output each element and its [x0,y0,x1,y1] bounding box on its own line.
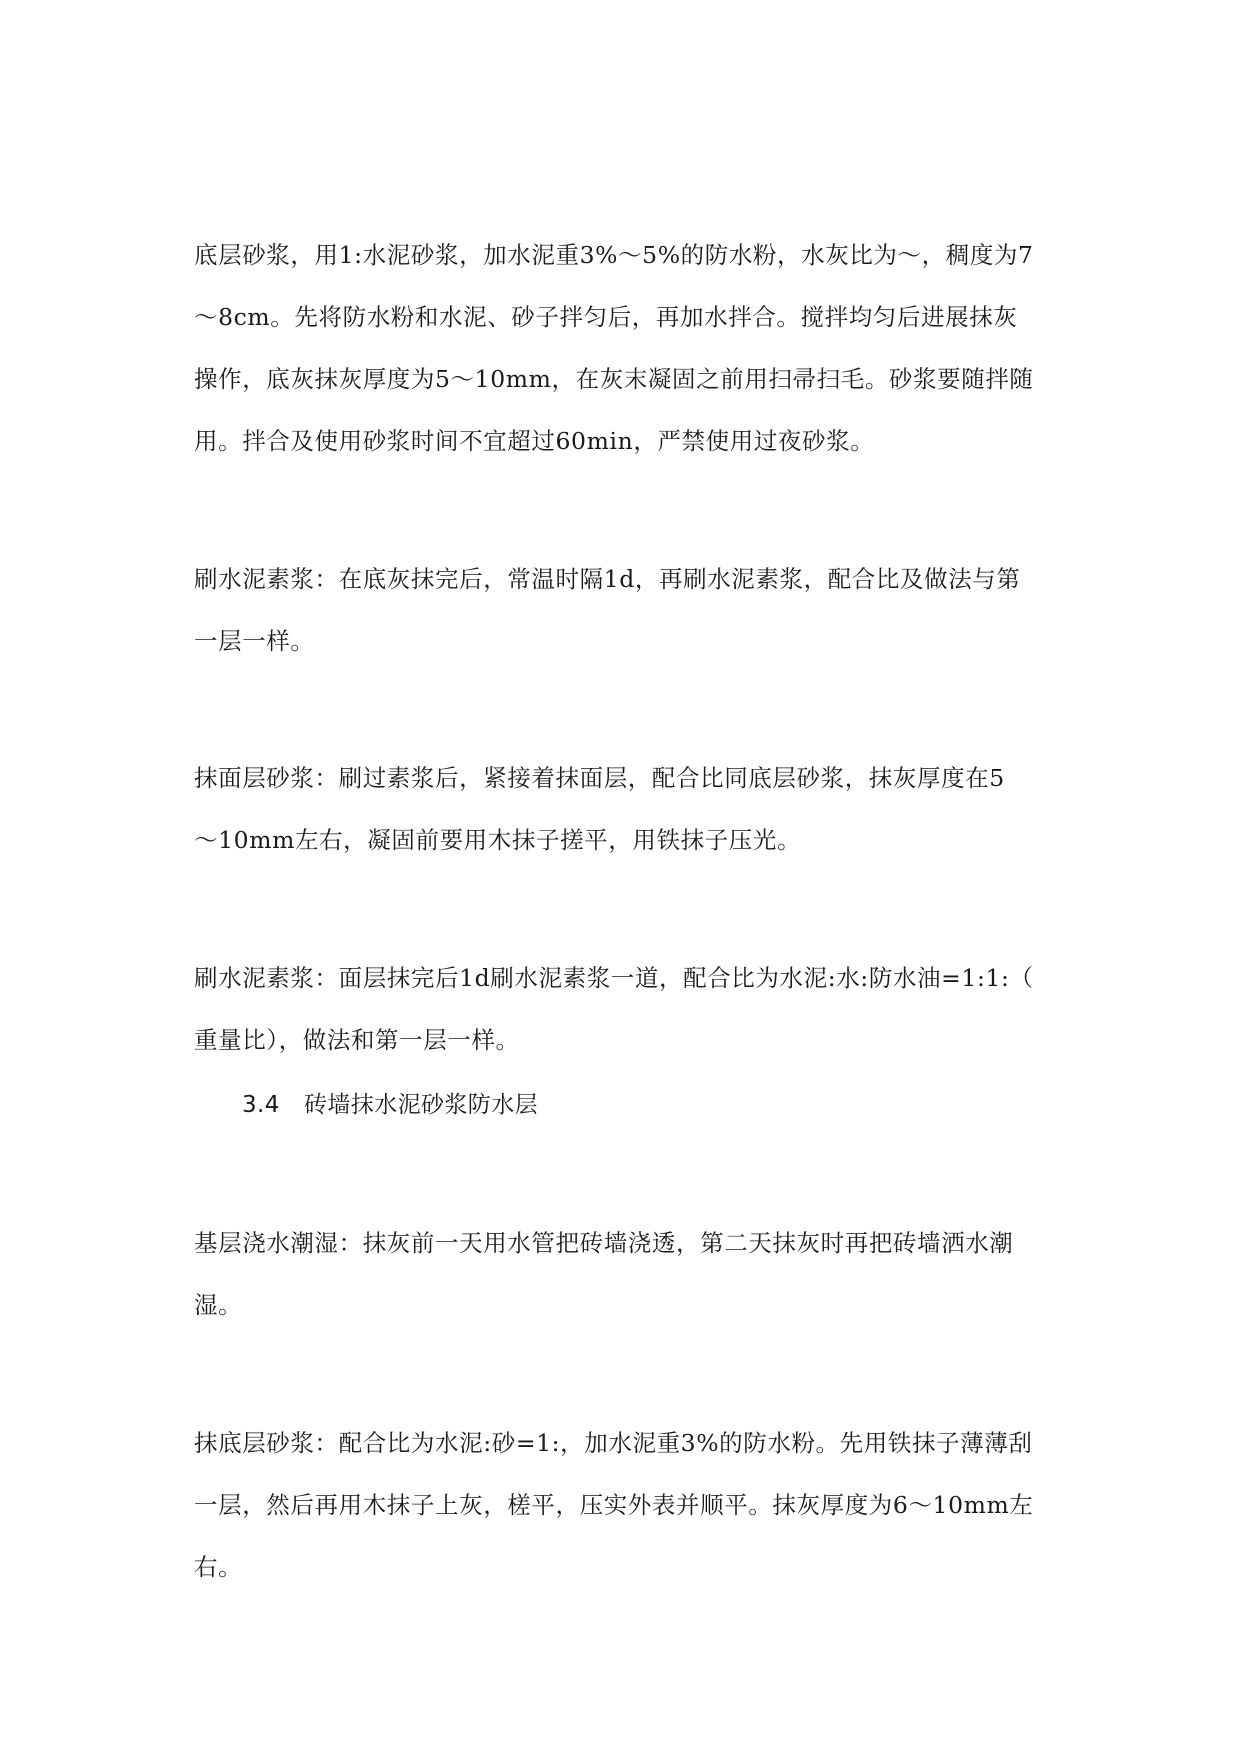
paragraph-2-line-2: 一层一样。 [194,627,315,655]
section-heading [242,1090,538,1120]
section-title: 砖墙抹水泥砂浆防水层 [304,1092,538,1118]
section-number: 3.4 [242,1092,280,1118]
paragraph-1-line-1: 底层砂浆，用1:水泥砂浆，加水泥重3%～5%的防水粉，水灰比为～，稠度为7 [194,241,1034,269]
paragraph-6-line-2: 一层，然后再用木抹子上灰，槎平，压实外表并顺平。抹灰厚度为6～10mm左 [194,1491,1034,1519]
paragraph-5-line-2: 湿。 [194,1291,243,1319]
paragraph-4-line-1: 刷水泥素浆：面层抹完后1d刷水泥素浆一道，配合比为水泥:水:防水油=1:1:（ [194,964,1034,992]
paragraph-1-line-2: ～8cm。先将防水粉和水泥、砂子拌匀后，再加水拌合。搅拌均匀后进展抹灰 [194,303,1018,331]
paragraph-6-line-3: 右。 [194,1553,243,1581]
paragraph-6-line-1: 抹底层砂浆：配合比为水泥:砂=1:，加水泥重3%的防水粉。先用铁抹子薄薄刮 [194,1429,1033,1457]
paragraph-2-line-1: 刷水泥素浆：在底灰抹完后，常温时隔1d，再刷水泥素浆，配合比及做法与第 [194,565,1021,593]
paragraph-4-line-2: 重量比），做法和第一层一样。 [194,1026,520,1054]
paragraph-3-line-2: ～10mm左右，凝固前要用木抹子搓平，用铁抹子压光。 [194,826,802,854]
paragraph-3-line-1: 抹面层砂浆：刷过素浆后，紧接着抹面层，配合比同底层砂浆，抹灰厚度在5 [194,764,1005,792]
paragraph-1-line-4: 用。拌合及使用砂浆时间不宜超过60min，严禁使用过夜砂浆。 [194,427,875,455]
paragraph-1-line-3: 操作，底灰抹灰厚度为5～10mm，在灰末凝固之前用扫帚扫毛。砂浆要随拌随 [194,365,1034,393]
paragraph-5-line-1: 基层浇水潮湿：抹灰前一天用水管把砖墙浇透，第二天抹灰时再把砖墙洒水潮 [194,1229,1014,1257]
